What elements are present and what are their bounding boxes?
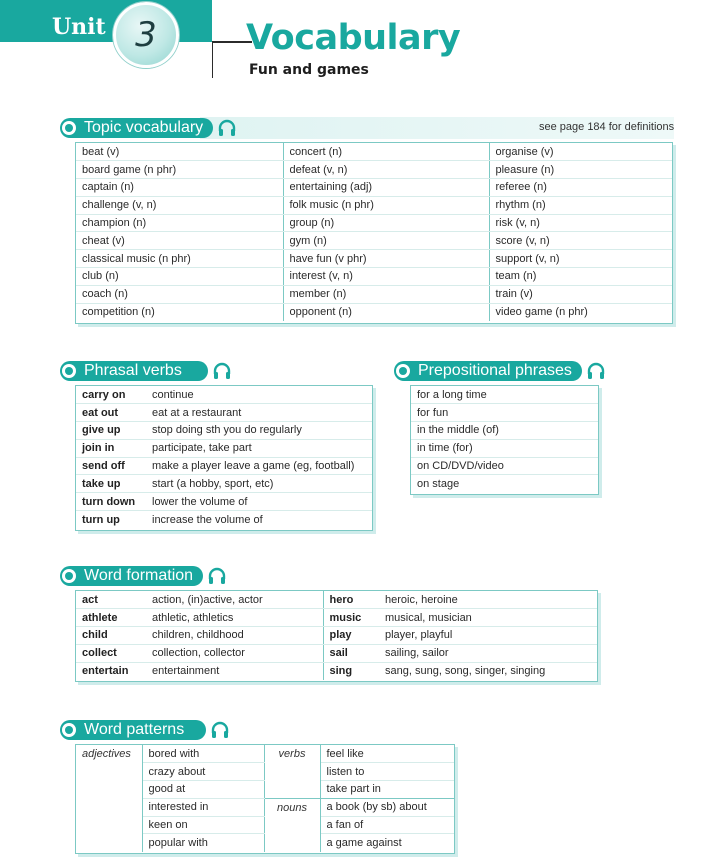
category-label	[264, 763, 320, 781]
prep-table	[411, 386, 598, 493]
definitions-note: see page 184 for definitions	[539, 121, 675, 133]
base-word: child	[76, 627, 146, 645]
word-formation-table	[75, 590, 598, 682]
derived-words: athletic, athletics	[146, 609, 323, 627]
base-word: hero	[323, 591, 379, 609]
derived-words: musical, musician	[379, 609, 597, 627]
table-row	[76, 214, 672, 232]
topic-table	[76, 143, 672, 321]
phrasal-meaning: make a player leave a game (eg, football)	[146, 457, 372, 475]
vocab-cell: rhythm (n)	[489, 196, 672, 214]
vocab-cell: beat (v)	[76, 143, 283, 161]
pattern-item: popular with	[142, 834, 264, 852]
base-word: music	[323, 609, 379, 627]
phrasal-meaning: start (a hobby, sport, etc)	[146, 475, 372, 493]
header-divider-vertical	[212, 41, 213, 78]
vocab-cell: score (v, n)	[489, 232, 672, 250]
table-row	[76, 439, 372, 457]
vocab-cell: organise (v)	[489, 143, 672, 161]
prepositional-phrase: in the middle (of)	[411, 422, 598, 440]
table-row	[76, 798, 454, 816]
pattern-item: feel like	[320, 745, 454, 763]
headphones-icon[interactable]	[586, 361, 606, 381]
pattern-item: crazy about	[142, 763, 264, 781]
prepositional-phrase: on CD/DVD/video	[411, 457, 598, 475]
vocab-cell: club (n)	[76, 268, 283, 286]
vocab-cell: concert (n)	[283, 143, 489, 161]
phrasal-meaning: continue	[146, 386, 372, 404]
vocab-cell: challenge (v, n)	[76, 196, 283, 214]
vocab-cell: classical music (n phr)	[76, 250, 283, 268]
category-label	[76, 816, 142, 834]
table-row	[76, 268, 672, 286]
vocab-cell: board game (n phr)	[76, 161, 283, 179]
table-row	[76, 627, 597, 645]
derived-words: sailing, sailor	[379, 644, 597, 662]
derived-words: heroic, heroine	[379, 591, 597, 609]
prepositional-phrase: for fun	[411, 404, 598, 422]
phrasal-verbs-table	[75, 385, 373, 531]
table-row	[76, 179, 672, 197]
vocab-cell: risk (v, n)	[489, 214, 672, 232]
table-row	[76, 250, 672, 268]
table-row	[76, 644, 597, 662]
vocab-cell: entertaining (adj)	[283, 179, 489, 197]
formation-table	[76, 591, 597, 680]
table-row	[76, 591, 597, 609]
vocab-cell: interest (v, n)	[283, 268, 489, 286]
vocab-cell: member (n)	[283, 285, 489, 303]
vocab-cell: video game (n phr)	[495, 306, 588, 319]
pattern-item: bored with	[142, 745, 264, 763]
table-row	[411, 422, 598, 440]
vocab-cell: group (n)	[283, 214, 489, 232]
table-row	[76, 143, 672, 161]
phrasal-verb: carry on	[76, 386, 146, 404]
headphones-icon[interactable]	[210, 720, 230, 740]
phrasal-meaning: stop doing sth you do regularly	[146, 422, 372, 440]
table-row	[76, 161, 672, 179]
section-phrasal-verbs	[60, 360, 232, 382]
category-label	[76, 763, 142, 781]
phrasal-verb: give up	[76, 422, 146, 440]
table-row	[76, 609, 597, 627]
section-title: Topic vocabulary	[84, 119, 204, 136]
page-title: Vocabulary	[246, 18, 461, 58]
table-row	[76, 232, 672, 250]
pattern-item: a book (by sb) about	[320, 798, 454, 816]
table-row	[76, 404, 372, 422]
word-patterns-table	[75, 744, 455, 854]
page-subtitle: Fun and games	[249, 62, 369, 78]
vocab-cell: referee (n)	[489, 179, 672, 197]
table-row	[76, 457, 372, 475]
base-word: entertain	[82, 665, 129, 678]
prepositional-phrase: in time (for)	[411, 439, 598, 457]
derived-words: player, playful	[379, 627, 597, 645]
prepositional-phrase: for a long time	[411, 386, 598, 404]
table-row	[411, 404, 598, 422]
phrasal-meaning: lower the volume of	[146, 493, 372, 511]
table-row	[76, 422, 372, 440]
section-title: Prepositional phrases	[418, 362, 572, 379]
table-row	[411, 386, 598, 404]
section-pill	[60, 720, 206, 740]
base-word: play	[323, 627, 379, 645]
table-row	[76, 781, 454, 799]
table-row	[411, 457, 598, 475]
table-row	[76, 493, 372, 511]
category-label	[76, 798, 142, 816]
unit-banner	[0, 0, 212, 42]
table-row	[76, 511, 372, 529]
pattern-item: interested in	[142, 798, 264, 816]
section-word-patterns	[60, 719, 230, 741]
pattern-item: a game against	[326, 837, 402, 850]
table-row	[411, 439, 598, 457]
vocab-cell: have fun (v phr)	[283, 250, 489, 268]
vocab-cell: train (v)	[489, 285, 672, 303]
base-word: athlete	[76, 609, 146, 627]
unit-number: 3	[135, 15, 157, 55]
topic-vocabulary-table	[75, 142, 673, 324]
derived-words: action, (in)active, actor	[146, 591, 323, 609]
section-prepositional-phrases	[394, 360, 606, 382]
category-label	[264, 834, 320, 852]
vocab-cell: competition (n)	[76, 303, 283, 321]
section-title: Word patterns	[84, 721, 185, 738]
pattern-item: good at	[142, 781, 264, 799]
category-label	[76, 834, 142, 852]
derived-words: entertainment	[146, 662, 323, 680]
section-word-formation	[60, 565, 227, 587]
table-row	[411, 475, 598, 493]
vocab-cell: pleasure (n)	[489, 161, 672, 179]
prepositional-phrases-table	[410, 385, 599, 495]
vocab-cell: opponent (n)	[283, 303, 489, 321]
prepositional-phrase: on stage	[417, 478, 460, 491]
pattern-item: listen to	[320, 763, 454, 781]
section-title: Phrasal verbs	[84, 362, 182, 379]
table-row	[76, 285, 672, 303]
base-word: sing	[329, 665, 353, 678]
table-row	[76, 196, 672, 214]
table-row	[76, 834, 454, 852]
section-pill	[60, 118, 213, 138]
category-label: verbs	[264, 745, 320, 763]
phrasal-meaning: eat at a restaurant	[146, 404, 372, 422]
phrasal-verb: send off	[76, 457, 146, 475]
vocab-cell: gym (n)	[283, 232, 489, 250]
pattern-item: a fan of	[320, 816, 454, 834]
derived-words: children, childhood	[146, 627, 323, 645]
headphones-icon[interactable]	[212, 361, 232, 381]
vocab-cell: defeat (v, n)	[283, 161, 489, 179]
vocab-cell: champion (n)	[76, 214, 283, 232]
bullet-icon	[62, 121, 76, 135]
section-pill	[394, 361, 582, 381]
phrasal-meaning: increase the volume of	[152, 513, 263, 526]
section-pill	[60, 566, 203, 586]
unit-number-badge	[113, 2, 179, 68]
table-row	[76, 303, 672, 321]
section-pill	[60, 361, 208, 381]
phrasal-verb: turn up	[82, 513, 120, 526]
category-label: adjectives	[76, 745, 142, 763]
table-row	[76, 816, 454, 834]
vocab-cell: folk music (n phr)	[283, 196, 489, 214]
patterns-table	[76, 745, 454, 852]
derived-words: collection, collector	[146, 644, 323, 662]
category-label	[264, 816, 320, 834]
headphones-icon[interactable]	[217, 118, 237, 138]
bullet-icon	[62, 723, 76, 737]
vocab-cell: coach (n)	[76, 285, 283, 303]
table-row	[76, 662, 597, 680]
table-row	[76, 386, 372, 404]
vocab-cell: support (v, n)	[489, 250, 672, 268]
section-title: Word formation	[84, 567, 194, 584]
phrasal-verb: turn down	[76, 493, 146, 511]
vocab-cell: team (n)	[489, 268, 672, 286]
base-word: act	[76, 591, 146, 609]
category-label	[76, 781, 142, 799]
table-row	[76, 475, 372, 493]
phrasal-verb: take up	[76, 475, 146, 493]
phrasal-verb: join in	[76, 439, 146, 457]
table-row	[76, 763, 454, 781]
derived-words: sang, sung, song, singer, singing	[385, 665, 546, 678]
pattern-item: keen on	[142, 816, 264, 834]
phrasal-meaning: participate, take part	[146, 439, 372, 457]
vocab-cell: captain (n)	[76, 179, 283, 197]
table-row	[76, 745, 454, 763]
vocab-cell: cheat (v)	[76, 232, 283, 250]
base-word: sail	[323, 644, 379, 662]
bullet-icon	[62, 569, 76, 583]
category-label	[264, 781, 320, 799]
pattern-item: take part in	[320, 781, 454, 799]
headphones-icon[interactable]	[207, 566, 227, 586]
unit-label: Unit	[52, 14, 106, 40]
section-topic-vocabulary	[60, 117, 237, 139]
bullet-icon	[62, 364, 76, 378]
phrasal-verb: eat out	[76, 404, 146, 422]
base-word: collect	[76, 644, 146, 662]
phrasal-table	[76, 386, 372, 528]
category-label: nouns	[264, 798, 320, 816]
bullet-icon	[396, 364, 410, 378]
